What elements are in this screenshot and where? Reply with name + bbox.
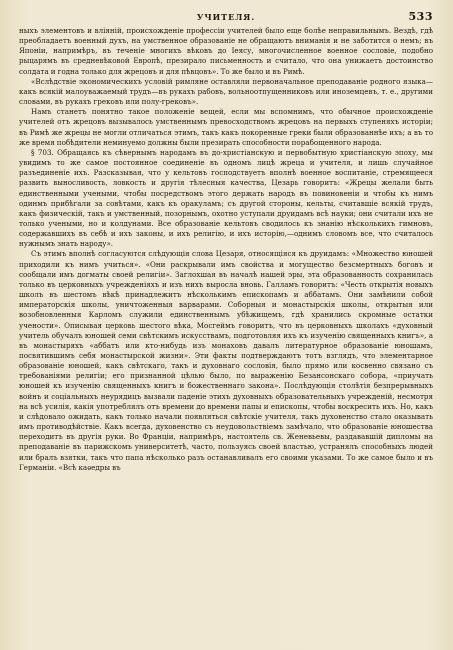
paragraph-druids: Съ этимъ вполнѣ согласуются слѣдующія слова Цезаря, относящіяся къ друидамъ: «Множество юношей приходили къ нимъ учиться». «Они раскрывали имъ свойства и могущество безсмертныхъ боговъ и сообщали имъ догматы своей религіи». Заглохшая въ началѣ нашей эры, эта образованность сохранилась только въ церковныхъ учрежденіяхъ и изъ нихъ выросла вновь. Галламъ говоритъ: «Честь открытія новыхъ школъ въ шестомъ вѣкѣ принадлежитъ нѣсколькимъ епископамъ и аббатамъ. Они замѣнили собой императорскія школы, уничтоженныя варварами. Соборныя и монастырскія школы, открытыя или возобновленныя Карломъ служили единственнымъ убѣжищемъ, гдѣ хранились скромные остатки учености». Описывая церковь шестого вѣка, Мосгеймъ говоритъ, что въ церковныхъ школахъ «духовный учитель обучалъ юношей семи свѣтскимъ искусствамъ, подготовляя ихъ къ изученію священныхъ книгъ», а въ монастыряхъ «аббатъ или кто-нибудь изъ монаховъ давалъ литературное образованіе юношамъ, посвятившимъ себя монастырской жизни». Эти факты подтверждаютъ тотъ взглядъ, что элементарное образованіе юношей, какъ свѣтскаго, такъ и духовнаго сословія, было прямо или косвенно связано съ требованіями религіи; его признанной цѣлью было, по выраженію Безансонскаго собора, «приучать юношей къ изученію священныхъ книгъ и божественнаго закона». Послѣдующія столѣтія безпрерывныхъ войнъ и соціальныхъ неурядицъ вызвали паденіе этихъ духовныхъ образовательныхъ учрежденій, несмотря на всѣ усилія, какія употреблялъ отъ времени до времени папы и епископы, чтобы воскресить ихъ. Но, какъ и слѣдовало ожидать, какъ только начали появляться свѣтскіе учителя, такъ духовенство стало оказывать имъ противодѣйствіе. Какъ всегда, духовенство съ неудовольствіемъ замѣчало, что образованіе юношества переходитъ въ другія руки. Во Франціи, напримѣръ, настоятель св. Женевьевы, раздававшій дипломы на преподаваніе въ парижскомъ университетѣ, часто, пользуясь своей властью, устранялъ способныхъ людей или бралъ взятки, такъ что папа нѣсколько разъ останавливалъ его своими указами. То же самое было и въ Германіи. «Всѣ каѳедры въ (19, 249, 433, 472)
paragraph-section-703: § 703. Обращаясь къ сѣвернымъ народамъ въ до-христіанскую и первобытную христіанскую эпоху, мы увидимъ то же самое постоянное соединеніе въ одномъ лицѣ жреца и учителя, и лишь случайное разъединеніе ихъ. Разсказывая, что у кельтовъ господствуетъ вполнѣ военное воспитаніе, стремящееся развить выносливость, ловкость и другія тѣлесныя качества, Цезарь говоритъ: «Жрецы желали быть единственными учеными, чтобы посредствомъ этого держать народъ въ повиновеніи и чтобы къ нимъ одинмъ прибѣгали за совѣтами, какъ къ оракуламъ; съ другой стороны, кельты, считавшіе всякій трудъ, какъ физическій, такъ и умственный, позорнымъ, охотно уступали друидамъ всѣ науки; они считали ихъ не только учеными, но и колдунами. Все образованіе кельтовъ сводилось къ знанію нѣсколькихъ гимновъ, содержавшихъ въ себѣ и ихъ законы, и ихъ религію, и ихъ исторію,—однимъ словомъ все, что считалось нужнымъ знать народу». (19, 147, 433, 249)
running-title: УЧИТЕЛЯ. (196, 12, 256, 22)
page-number: 533 (408, 10, 433, 23)
body-text (19, 26, 433, 473)
paragraph-continuation: ныхъ элементовъ и вліяній, происхожденіе профессіи учителей было еще болѣе неправильнымъ. Вездѣ, гдѣ преобладаетъ военный духъ, на умственное образованіе не обращаютъ вниманія и не заботится о немъ; въ Японіи, напримѣръ, въ теченіе многихъ вѣковъ до Іеясу, многочисленное военное сословіе, подобно рыцарямъ въ средневѣковой Европѣ, презирало письменность и считало, что она унижаетъ достоинство солдата и годна только для жрецовъ и для пѣвцовъ». То же было и въ Римѣ. (19, 26, 433, 76)
paragraph-quote-rome: «Вслѣдствіе экономическихъ условій римляне оставляли первоначальное преподаваніе родного языка—какъ всякій малоуважаемый трудъ—въ рукахъ рабовъ, вольноотпущенниковъ или иноземцевъ, т. е., другими словами, въ рукахъ грековъ или полу-грековъ». (19, 76, 433, 107)
paragraph-priests-rome: Намъ станетъ понятно такое положеніе вещей, если мы вспомнимъ, что обычное происхожденіе учителей отъ жрецовъ вызывалось умственнымъ превосходствомъ жрецовъ на первыхъ ступеняхъ исторіи; въ Римѣ же жрецы не могли отличаться этимъ, такъ какъ покоренные греки были образованнѣе ихъ; а въ то же время побѣдители неминуемо должны были презирать способности порабощенного народа. (19, 107, 433, 147)
running-head (19, 10, 433, 26)
